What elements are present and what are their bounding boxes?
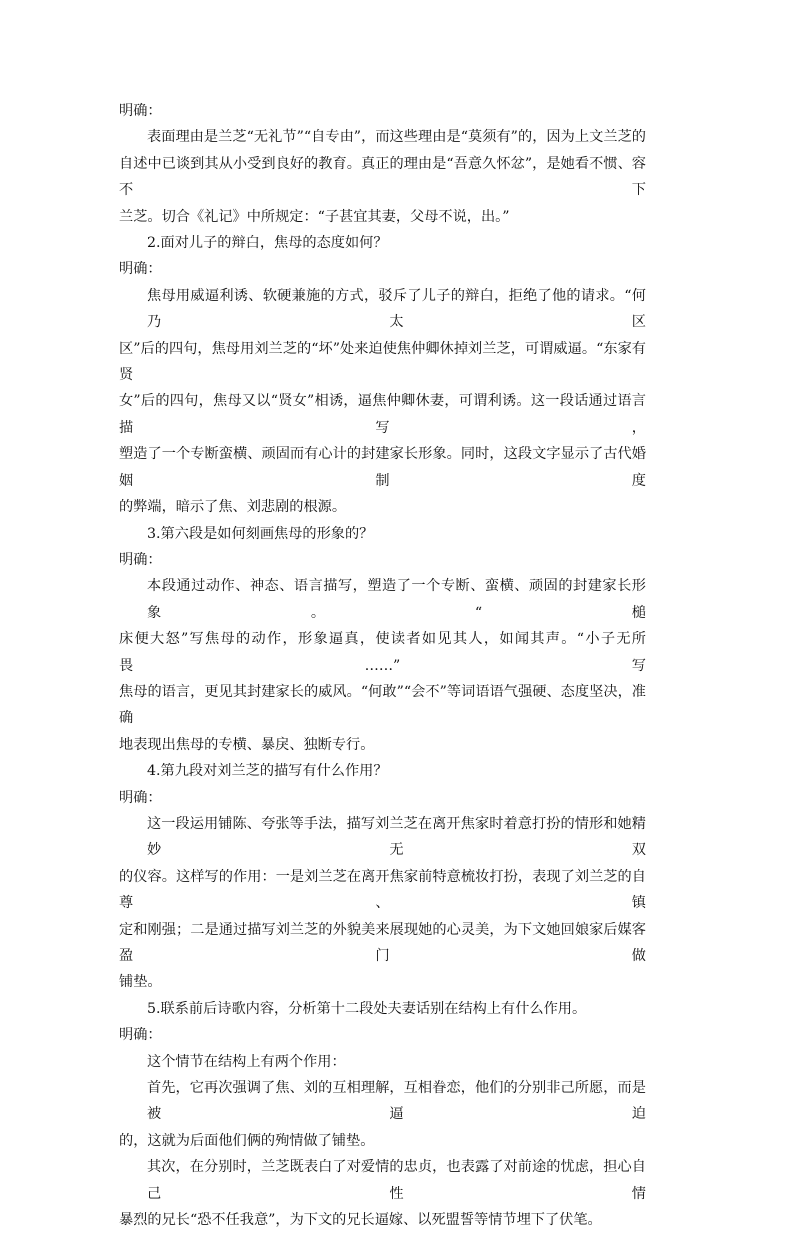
paragraph-line: 的弊端，暗示了焦、刘悲剧的根源。 (119, 499, 347, 516)
question-heading: 3.第六段是如何刻画焦母的形象的？ (147, 525, 374, 542)
paragraph-line: 床便大怒”写焦母的动作，形象逼真，使读者如见其人，如闻其声。“小子无所畏……”写 (119, 631, 646, 674)
paragraph-line: 塑造了一个专断蛮横、顽固而有心计的封建家长形象。同时，这段文字显示了古代婚姻制度 (119, 446, 646, 489)
paragraph-line: 焦母的语言，更见其封建家长的威风。“何敢”“会不”等词语语气强硬、态度坚决，准确 (119, 683, 646, 727)
paragraph-line: 定和刚强；二是通过描写刘兰芝的外貌美来展现她的心灵美，为下文她回娘家后媒客盈门做 (119, 921, 646, 964)
paragraph-line: 的，这就为后面他们俩的殉情做了铺垫。 (119, 1132, 375, 1149)
paragraph-line: 铺垫。 (119, 974, 162, 991)
paragraph-line: 自述中已谈到其从小受到良好的教育。真正的理由是“吾意久怀忿”，是她看不惯、容不下 (119, 155, 646, 199)
paragraph-line: 地表现出焦母的专横、暴戾、独断专行。 (119, 736, 375, 753)
paragraph-line: 其次，在分别时，兰芝既表白了对爱情的忠贞，也表露了对前途的忧虑，担心自己性情 (147, 1159, 646, 1202)
document-page (119, 98, 646, 1233)
answer-label: 明确： (119, 551, 162, 568)
paragraph-line: 的仪容。这样写的作用：一是刘兰芝在离开焦家前特意梳妆打扮，表现了刘兰芝的自尊、镇 (119, 868, 646, 912)
paragraph-line: 暴烈的兄长“恐不任我意”，为下文的兄长逼嫁、以死盟誓等情节埋下了伏笔。 (119, 1212, 602, 1229)
paragraph-line: 这个情节在结构上有两个作用： (147, 1053, 346, 1070)
answer-label: 明确： (119, 261, 162, 278)
answer-label: 明确： (119, 789, 162, 806)
question-heading: 2.面对儿子的辩白，焦母的态度如何？ (147, 235, 388, 252)
paragraph-line: 这一段运用铺陈、夸张等手法，描写刘兰芝在离开焦家时着意打扮的情形和她精妙无双 (147, 815, 646, 859)
paragraph-line: 区”后的四句，焦母用刘兰芝的“坏”处来迫使焦仲卿休掉刘兰芝，可谓威逼。“东家有贤 (119, 340, 646, 384)
paragraph-line: 首先，它再次强调了焦、刘的互相理解，互相眷恋，他们的分别非己所愿，而是被逼迫 (147, 1080, 646, 1123)
paragraph-line: 表面理由是兰芝“无礼节”“自专由”，而这些理由是“莫须有”的，因为上文兰芝的 (147, 129, 646, 146)
paragraph-line: 焦母用威逼利诱、软硬兼施的方式，驳斥了儿子的辩白，拒绝了他的请求。“何乃太区 (147, 287, 646, 331)
answer-label: 明确： (119, 103, 162, 119)
question-heading: 4.第九段对刘兰芝的描写有什么作用？ (147, 763, 388, 780)
paragraph-line: 本段通过动作、神态、语言描写，塑造了一个专断、蛮横、顽固的封建家长形象。“槌 (147, 578, 646, 621)
paragraph-line: 兰芝。切合《礼记》中所规定：“子甚宜其妻，父母不说，出。” (119, 208, 510, 225)
question-heading: 5.联系前后诗歌内容，分析第十二段处夫妻话别在结构上有什么作用。 (147, 1000, 587, 1017)
answer-label: 明确： (119, 1027, 162, 1044)
paragraph-line: 女”后的四句，焦母又以“贤女”相诱，逼焦仲卿休妻，可谓利诱。这一段话通过语言描写， (119, 393, 646, 436)
